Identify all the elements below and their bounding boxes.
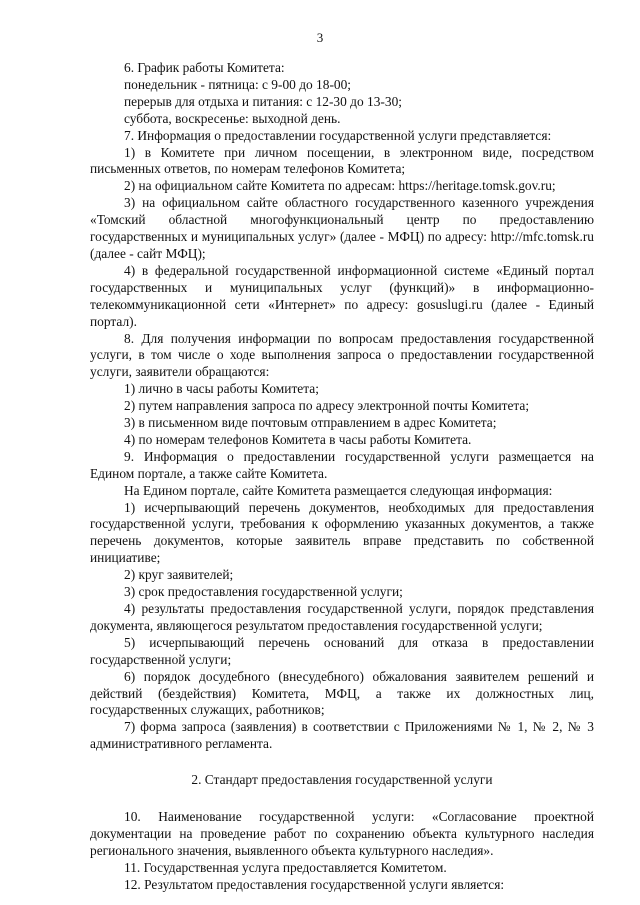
paragraph: 6) порядок досудебного (внесудебного) обжалования заявителем решений и действий (бездействия) Комитета, МФЦ, а также их должностных лиц, государственных служащих, работников; xyxy=(90,668,594,718)
paragraph: 11. Государственная услуга предоставляется Комитетом. xyxy=(124,859,447,875)
paragraph: 8. Для получения информации по вопросам предоставления государственной услуги, в том числе о ходе выполнения запроса о предоставлении государственной услуги, заявители обращаются: xyxy=(90,330,594,380)
paragraph: 6. График работы Комитета: xyxy=(124,60,285,75)
document-body xyxy=(90,60,594,894)
paragraph: На Едином портале, сайте Комитета размещается следующая информация: xyxy=(124,482,553,498)
paragraph: 4) по номерам телефонов Комитета в часы работы Комитета. xyxy=(124,431,472,447)
paragraph: 2) путем направления запроса по адресу электронной почты Комитета; xyxy=(124,398,530,414)
paragraph: 9. Информация о предоставлении государственной услуги размещается на Едином портале, а также сайте Комитета. xyxy=(90,448,594,481)
paragraph: 1) лично в часы работы Комитета; xyxy=(124,381,319,397)
paragraph: 1) в Комитете при личном посещении, в электронном виде, посредством письменных ответов, по номерам телефонов Комитета; xyxy=(90,144,594,177)
paragraph: 4) в федеральной государственной информационной системе «Единый портал государственных и муниципальных услуг (функций)» в информационно-телекоммуникационной сети «Интернет» по адресу: gosuslugi.ru (далее - Единый портал). xyxy=(90,262,594,329)
paragraph: 7) форма запроса (заявления) в соответствии с Приложениями № 1, № 2, № 3 административного регламента. xyxy=(90,719,594,752)
paragraph: 5) исчерпывающий перечень оснований для отказа в предоставлении государственной услуги; xyxy=(90,634,594,667)
paragraph: 7. Информация о предоставлении государственной услуги представляется: xyxy=(124,127,552,143)
section-heading: 2. Стандарт предоставления государственной услуги xyxy=(191,772,493,788)
paragraph: 10. Наименование государственной услуги: «Согласование проектной документации на проведение работ по сохранению объекта культурного наследия регионального значения, выявленного объекта культурного наследия». xyxy=(90,809,594,858)
paragraph: 1) исчерпывающий перечень документов, необходимых для предоставления государственной услуги, требования к оформлению указанных документов, а также перечень документов, которые заявитель вправе представить по собственной инициативе; xyxy=(90,499,594,566)
paragraph: перерыв для отдыха и питания: с 12-30 до 13-30; xyxy=(124,93,402,109)
paragraph: 2) на официальном сайте Комитета по адресам: https://heritage.tomsk.gov.ru; xyxy=(124,178,556,194)
page-number: 3 xyxy=(316,30,324,45)
paragraph: 3) на официальном сайте областного государственного казенного учреждения «Томский областной многофункциональный центр по предоставлению государственных и муниципальных услуг» (далее - МФЦ) по адресу: http://mfc.tomsk.ru (далее - сайт МФЦ); xyxy=(90,195,594,261)
paragraph: суббота, воскресенье: выходной день. xyxy=(124,110,341,126)
paragraph: 12. Результатом предоставления государственной услуги является: xyxy=(124,876,505,892)
paragraph: 3) срок предоставления государственной услуги; xyxy=(124,584,403,600)
paragraph: понедельник - пятница: с 9-00 до 18-00; xyxy=(124,76,352,92)
paragraph: 4) результаты предоставления государственной услуги, порядок представления документа, являющегося результатом предоставления государственной услуги; xyxy=(90,601,594,633)
paragraph: 2) круг заявителей; xyxy=(124,567,234,583)
paragraph: 3) в письменном виде почтовым отправлением в адрес Комитета; xyxy=(124,415,497,431)
